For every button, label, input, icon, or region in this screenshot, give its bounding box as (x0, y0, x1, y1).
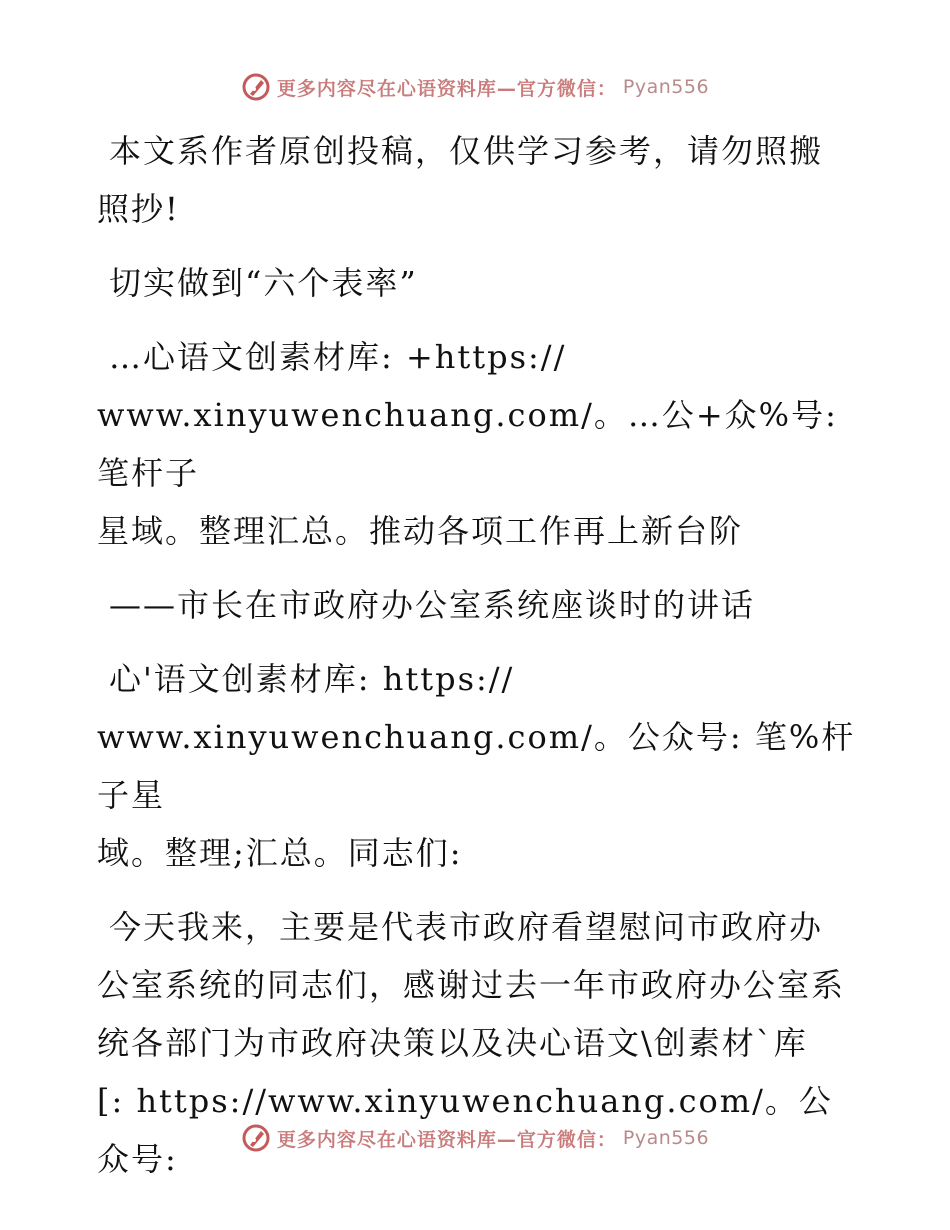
footer-watermark (0, 1123, 950, 1153)
paragraph-disclaimer (97, 122, 857, 238)
text-line: www.xinyuwenchuang.com/。公众号: 笔%杆子星 (97, 718, 856, 814)
header-watermark (0, 72, 950, 102)
paragraph-source-2 (97, 650, 857, 882)
watermark-contact: Pyan556 (622, 1127, 710, 1149)
paragraph-heading: 切实做到“六个表率” (109, 264, 418, 302)
text-line: 本文系作者原创投稿，仅供学习参考，请勿照搬 (109, 132, 824, 170)
pen-logo-icon (241, 1123, 271, 1153)
pen-logo-icon (241, 72, 271, 102)
text-line: 心'语文创素材库: https:// (109, 660, 515, 698)
text-line: www.xinyuwenchuang.com/。…公+众%号: 笔杆子 (97, 396, 838, 492)
watermark-text: 更多内容尽在心语资料库—官方微信： (276, 1128, 617, 1151)
paragraph-subtitle: ——市长在市政府办公室系统座谈时的讲话 (109, 586, 756, 624)
text-line: 星域。整理汇总。推动各项工作再上新台阶 (97, 512, 744, 550)
document-body (97, 122, 857, 1188)
paragraph-source-1 (97, 328, 857, 560)
watermark-text: 更多内容尽在心语资料库—官方微信： (276, 77, 617, 100)
text-line: 照抄! (97, 190, 180, 228)
watermark-contact: Pyan556 (622, 76, 710, 98)
text-line: [: https://www.xinyuwenchuang.com/。公众号: (97, 1082, 833, 1178)
text-line: 统各部门为市政府决策以及决心语文\创素材`库 (97, 1024, 808, 1062)
text-line: 公室系统的同志们，感谢过去一年市政府办公室系 (97, 966, 846, 1004)
text-line: 今天我来，主要是代表市政府看望慰问市政府办 (109, 908, 824, 946)
text-line: …心语文创素材库: +https:// (109, 338, 567, 376)
text-line: 域。整理;汇总。同志们: (97, 834, 463, 872)
